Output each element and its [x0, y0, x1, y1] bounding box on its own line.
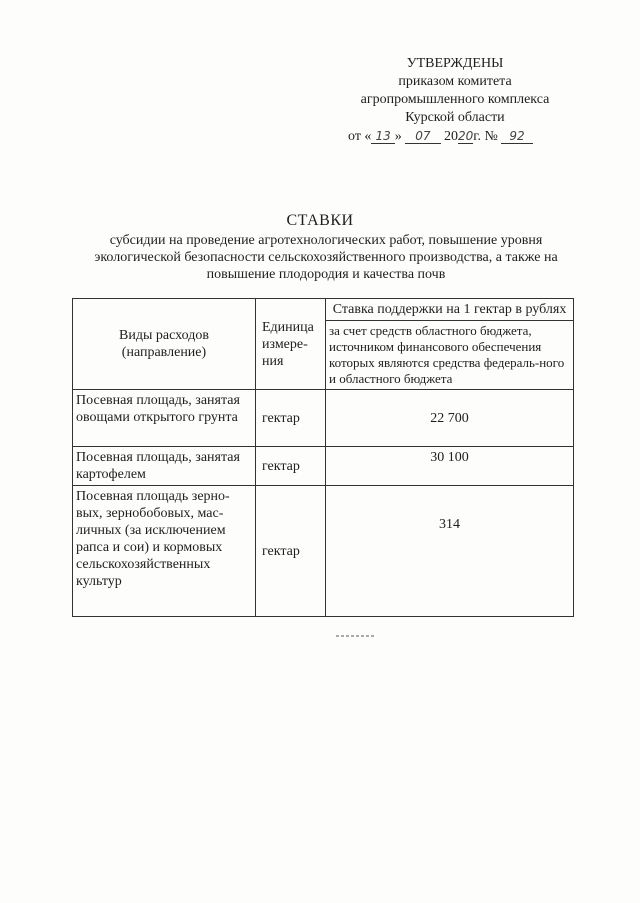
row-kind: Посевная площадь зерно-вых, зернобобовых, мас-личных (за исключением рапса и сои) и кормовых сельскохозяйственных культур — [73, 486, 256, 617]
date-year-prefix: 20 — [444, 129, 458, 144]
header-unit: Единица измере-ния — [256, 299, 326, 390]
document-title: СТАВКИ — [286, 212, 354, 229]
approval-line-region: Курской области — [405, 110, 505, 125]
date-day: 13 — [371, 129, 394, 144]
row-unit: гектар — [256, 486, 326, 617]
row-value: 314 — [326, 486, 574, 617]
document-subtitle: субсидии на проведение агротехнологических работ, повышение уровня экологической безопасности сельскохозяйственного производства, а также на повышение плодородия и качества почв — [94, 233, 558, 282]
approval-heading: УТВЕРЖДЕНЫ — [406, 56, 504, 71]
table-row — [73, 390, 574, 447]
row-unit: гектар — [256, 447, 326, 486]
scan-mark — [335, 630, 377, 652]
rates-table — [72, 298, 574, 617]
table-row — [73, 447, 574, 486]
table-row — [73, 486, 574, 617]
date-prefix: от « — [348, 129, 372, 144]
row-kind: Посевная площадь, занятая овощами открытого грунта — [73, 390, 256, 447]
header-source: за счет средств областного бюджета, источником финансового обеспечения которых являются средства федераль-ного и областного бюджета — [326, 321, 574, 390]
header-rate: Ставка поддержки на 1 гектар в рублях — [326, 299, 574, 321]
approval-line-order: приказом комитета — [398, 74, 512, 89]
date-suffix: г. № — [473, 129, 498, 144]
row-unit: гектар — [256, 390, 326, 447]
table-header-row — [73, 299, 574, 321]
date-month: 07 — [405, 129, 440, 144]
header-kind: Виды расходов (направление) — [73, 299, 256, 390]
date-mid: » — [394, 129, 402, 144]
date-year-suffix: 20 — [458, 129, 474, 143]
row-value: 30 100 — [326, 447, 574, 486]
row-value: 22 700 — [326, 390, 574, 447]
row-kind: Посевная площадь, занятая картофелем — [73, 447, 256, 486]
approval-date-row — [348, 127, 570, 146]
approval-line-committee: агропромышленного комплекса — [360, 92, 550, 107]
order-number: 92 — [501, 129, 532, 144]
approval-block — [340, 55, 570, 146]
